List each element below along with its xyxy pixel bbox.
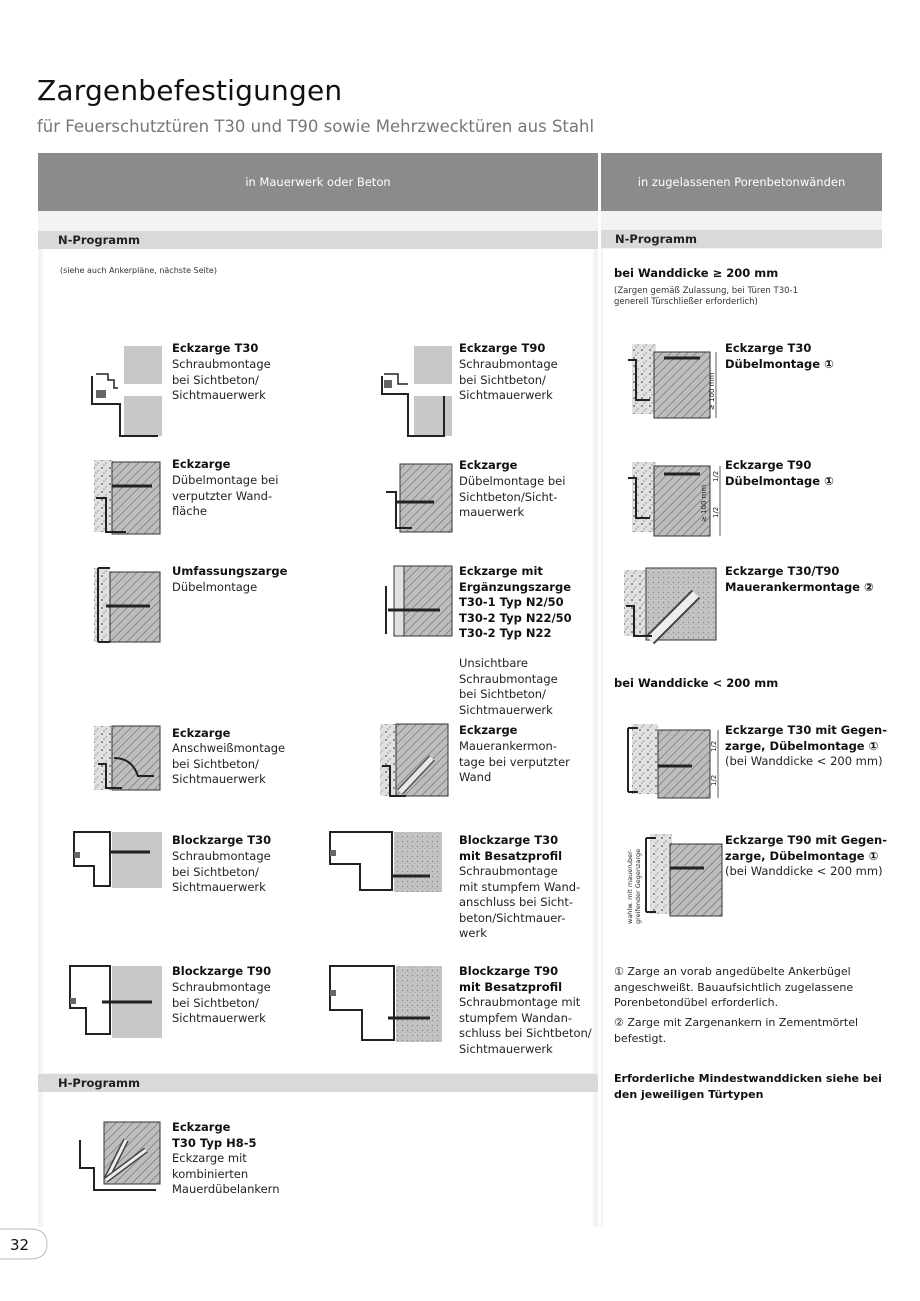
figure-porenbeton-t30-duebel <box>624 340 722 420</box>
figure-eckzarge-t30 <box>88 344 168 438</box>
item-title: Blockzarge T90 <box>172 964 272 978</box>
figure-eckzarge-maueranker <box>376 722 452 800</box>
dim-label-optional-line2: greifender Gegenzarge <box>634 848 642 924</box>
item-desc: Mauerankermon- tage bei verputzter Wand <box>459 739 570 784</box>
wall-thickness-note: (Zargen gemäß Zulassung, bei Türen T30-1 generell Türschließer erforderlich) <box>614 286 798 307</box>
figure-porenbeton-t90-gegenzarge <box>620 828 724 928</box>
item-desc: Schraubmontage bei Sichtbeton/ Sichtmauerwerk <box>172 357 271 402</box>
item-title: Eckzarge T30 Typ H8-5 <box>172 1120 257 1150</box>
minimum-wall-thickness-note: Erforderliche Mindestwanddicken siehe bei den jeweiligen Türtypen <box>614 1072 882 1101</box>
section-bar-h-programm: H-Programm <box>38 1074 598 1092</box>
item-desc: (bei Wanddicke < 200 mm) <box>725 754 883 768</box>
item-desc: Dübelmontage <box>172 580 258 594</box>
dim-label-100mm: ≥ 100 mm <box>700 484 708 522</box>
footnote-2: ② Zarge mit Zargenankern in Zementmörtel befestigt. <box>614 1016 859 1045</box>
item-title: Eckzarge T30 mit Gegen- zarge, Dübelmontage ① <box>725 723 887 753</box>
section-bar-n-programm-left: N-Programm <box>38 231 598 249</box>
figure-porenbeton-t30-gegenzarge <box>622 720 724 800</box>
page-title: Zargenbefestigungen <box>37 74 343 107</box>
column-header-left: in Mauerwerk oder Beton <box>38 153 598 211</box>
item-desc: Schraubmontage bei Sichtbeton/ Sichtmauerwerk <box>172 849 271 894</box>
dim-label-half: 1/2 <box>712 506 720 518</box>
item-title: Eckzarge T90 mit Gegen- zarge, Dübelmontage ① <box>725 833 887 863</box>
item-title: Eckzarge T30 Dübelmontage ① <box>725 341 834 371</box>
figure-eckzarge-ergaenzungszarge <box>382 562 454 640</box>
figure-eckzarge-t30-h8-5 <box>76 1120 164 1196</box>
item-title: Eckzarge <box>172 457 231 471</box>
figure-porenbeton-t90-duebel <box>624 458 724 538</box>
section-bar-n-programm-right: N-Programm <box>601 230 882 248</box>
item-title: Eckzarge mit Ergänzungszarge T30-1 Typ N2/50 T30-2 Typ N22/50 T30-2 Typ N22 <box>459 564 572 640</box>
dim-label-half: 1/2 <box>712 470 720 482</box>
item-desc: (bei Wanddicke < 200 mm) <box>725 864 883 878</box>
figure-blockzarge-t90-besatzprofil <box>326 964 444 1044</box>
item-desc: Eckzarge mit kombinierten Mauerdübelankern <box>172 1151 280 1196</box>
item-title: Eckzarge <box>172 726 231 740</box>
item-desc: Dübelmontage bei verputzter Wand- fläche <box>172 473 279 518</box>
figure-eckzarge-t90 <box>378 344 456 438</box>
item-desc: Dübelmontage bei Sichtbeton/Sicht- mauerwerk <box>459 474 566 519</box>
item-desc: Schraubmontage mit stumpfem Wandan- schluss bei Sichtbeton/ Sichtmauerwerk <box>459 995 592 1056</box>
item-title: Eckzarge <box>459 458 518 472</box>
figure-eckzarge-anschweiss <box>92 724 164 794</box>
wall-thickness-heading-1: bei Wanddicke ≥ 200 mm <box>614 266 779 280</box>
figure-porenbeton-maueranker <box>622 566 718 646</box>
dim-label-optional-line1: wahlw. mit maueruber- <box>626 849 634 924</box>
item-title: Blockzarge T90 mit Besatzprofil <box>459 964 563 994</box>
item-desc: Unsichtbare Schraubmontage bei Sichtbeton/ Sichtmauerwerk <box>459 656 558 717</box>
dim-label-100mm: ≥ 100 mm <box>708 372 716 410</box>
item-desc: Schraubmontage bei Sichtbeton/ Sichtmauerwerk <box>172 980 271 1025</box>
item-title: Blockzarge T30 mit Besatzprofil <box>459 833 563 863</box>
item-title: Eckzarge T90 Dübelmontage ① <box>725 458 834 488</box>
item-title: Eckzarge T30/T90 Mauerankermontage ② <box>725 564 874 594</box>
figure-blockzarge-t30 <box>70 830 164 890</box>
item-desc: Schraubmontage bei Sichtbeton/ Sichtmauerwerk <box>459 357 558 402</box>
page-number: 32 <box>10 1236 30 1254</box>
figure-eckzarge-duebel-sicht <box>382 462 454 534</box>
item-desc: Schraubmontage mit stumpfem Wand- anschluss bei Sicht- beton/Sichtmauer- werk <box>459 864 581 940</box>
item-title: Umfassungszarge <box>172 564 288 578</box>
item-title: Eckzarge T30 <box>172 341 259 355</box>
item-desc: Anschweißmontage bei Sichtbeton/ Sichtmauerwerk <box>172 741 286 786</box>
anchor-plan-note: (siehe auch Ankerpläne, nächste Seite) <box>60 266 217 275</box>
figure-blockzarge-t90 <box>68 964 164 1040</box>
page-number-badge <box>0 1228 48 1260</box>
item-title: Eckzarge T90 <box>459 341 546 355</box>
page-subtitle: für Feuerschutztüren T30 und T90 sowie Mehrzwecktüren aus Stahl <box>37 117 595 136</box>
column-header-right: in zugelassenen Porenbetonwänden <box>601 153 882 211</box>
item-title: Eckzarge <box>459 723 518 737</box>
figure-umfassungszarge <box>92 566 164 646</box>
dim-label-half: 1/2 <box>710 740 718 752</box>
wall-thickness-heading-2: bei Wanddicke < 200 mm <box>614 676 779 690</box>
footnote-1: ① Zarge an vorab angedübelte Ankerbügel angeschweißt. Bauaufsichtlich zugelassene Porenbetondübel erforderlich. <box>614 965 854 1009</box>
figure-blockzarge-t30-besatzprofil <box>326 830 444 894</box>
item-title: Blockzarge T30 <box>172 833 272 847</box>
dim-label-half: 1/2 <box>710 774 718 786</box>
figure-eckzarge-duebel-verputzt <box>92 458 164 538</box>
